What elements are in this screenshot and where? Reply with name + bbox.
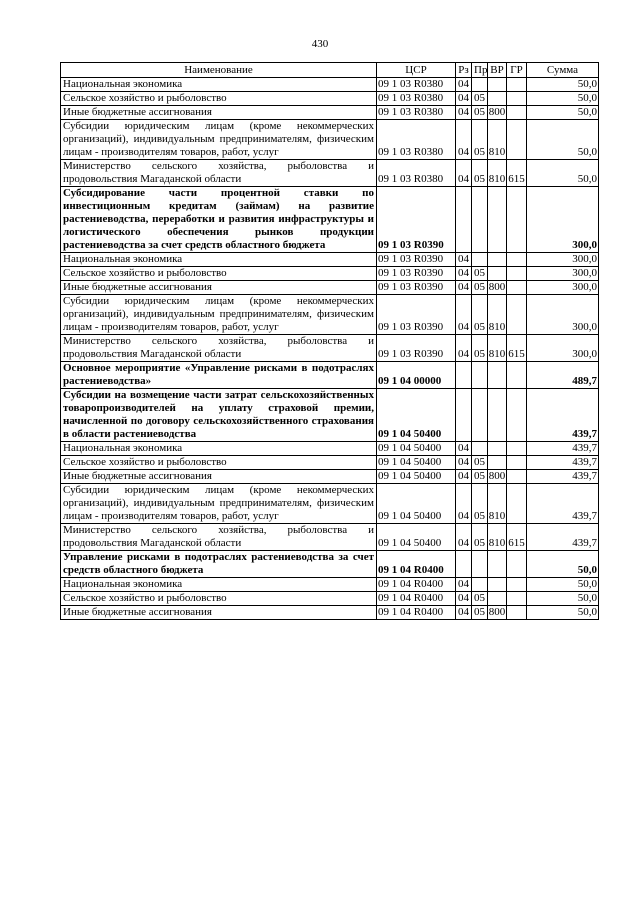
table-row xyxy=(61,592,599,606)
cell-vr: 810 xyxy=(488,335,507,362)
cell-rz: 04 xyxy=(456,578,472,592)
cell-vr: 810 xyxy=(488,484,507,524)
cell-name: Иные бюджетные ассигнования xyxy=(61,606,377,620)
cell-rz: 04 xyxy=(456,442,472,456)
cell-rz: 04 xyxy=(456,160,472,187)
column-header-sum: Сумма xyxy=(527,63,599,78)
cell-gr: 615 xyxy=(507,160,527,187)
cell-gr xyxy=(507,456,527,470)
cell-pr: 05 xyxy=(472,592,488,606)
cell-sum: 489,7 xyxy=(527,362,599,389)
cell-vr xyxy=(488,592,507,606)
table-row xyxy=(61,78,599,92)
cell-gr xyxy=(507,470,527,484)
table-row xyxy=(61,106,599,120)
cell-rz: 04 xyxy=(456,78,472,92)
cell-gr xyxy=(507,442,527,456)
cell-csr: 09 1 03 R0390 xyxy=(377,267,456,281)
cell-sum: 50,0 xyxy=(527,92,599,106)
cell-name: Управление рисками в подотраслях растениеводства за счет средств областного бюджета xyxy=(61,551,377,578)
table-row xyxy=(61,92,599,106)
cell-gr xyxy=(507,606,527,620)
table-row xyxy=(61,362,599,389)
cell-vr xyxy=(488,78,507,92)
cell-csr: 09 1 03 R0380 xyxy=(377,120,456,160)
cell-pr: 05 xyxy=(472,92,488,106)
cell-pr: 05 xyxy=(472,335,488,362)
cell-sum: 439,7 xyxy=(527,470,599,484)
cell-gr xyxy=(507,295,527,335)
cell-gr xyxy=(507,578,527,592)
cell-vr: 810 xyxy=(488,295,507,335)
table-row xyxy=(61,578,599,592)
cell-vr: 810 xyxy=(488,160,507,187)
cell-vr xyxy=(488,389,507,442)
cell-gr xyxy=(507,592,527,606)
cell-gr xyxy=(507,106,527,120)
header-row xyxy=(61,63,599,78)
cell-csr: 09 1 03 R0380 xyxy=(377,92,456,106)
cell-sum: 300,0 xyxy=(527,295,599,335)
cell-csr: 09 1 04 00000 xyxy=(377,362,456,389)
cell-rz xyxy=(456,551,472,578)
cell-sum: 50,0 xyxy=(527,78,599,92)
cell-vr: 810 xyxy=(488,524,507,551)
cell-csr: 09 1 03 R0380 xyxy=(377,106,456,120)
column-header-name: Наименование xyxy=(61,63,377,78)
cell-vr: 800 xyxy=(488,106,506,118)
cell-pr xyxy=(472,578,488,592)
table-row xyxy=(61,456,599,470)
cell-gr xyxy=(507,362,527,389)
column-header-csr: ЦСР xyxy=(377,63,456,78)
cell-vr xyxy=(488,442,507,456)
cell-csr: 09 1 04 R0400 xyxy=(377,551,456,578)
cell-csr: 09 1 04 50400 xyxy=(377,442,456,456)
page-number: 430 xyxy=(311,38,329,50)
cell-pr: 05 xyxy=(472,606,488,620)
cell-sum: 439,7 xyxy=(527,524,599,551)
cell-csr: 09 1 04 50400 xyxy=(377,456,456,470)
cell-sum: 300,0 xyxy=(527,267,599,281)
table-row xyxy=(61,551,599,578)
cell-vr xyxy=(488,187,507,253)
column-header-vr: ВР xyxy=(488,63,507,78)
cell-sum: 50,0 xyxy=(527,120,599,160)
cell-gr: 615 xyxy=(507,335,527,362)
cell-pr: 05 xyxy=(472,524,488,551)
cell-rz: 04 xyxy=(456,456,472,470)
cell-pr: 05 xyxy=(472,470,488,484)
cell-pr xyxy=(472,362,488,389)
cell-csr: 09 1 03 R0390 xyxy=(377,281,456,295)
table-row xyxy=(61,484,599,524)
cell-sum: 300,0 xyxy=(527,335,599,362)
cell-sum: 50,0 xyxy=(527,160,599,187)
cell-vr xyxy=(488,267,507,281)
cell-name: Сельское хозяйство и рыболовство xyxy=(61,456,377,470)
cell-gr xyxy=(507,551,527,578)
table-row xyxy=(61,470,599,484)
cell-gr xyxy=(507,120,527,160)
cell-gr xyxy=(507,92,527,106)
cell-csr: 09 1 04 50400 xyxy=(377,470,456,484)
cell-pr: 05 xyxy=(472,456,488,470)
cell-csr: 09 1 04 R0400 xyxy=(377,578,456,592)
budget-table xyxy=(60,62,599,620)
table-row xyxy=(61,267,599,281)
table-row xyxy=(61,160,599,187)
cell-sum: 439,7 xyxy=(527,442,599,456)
cell-name: Иные бюджетные ассигнования xyxy=(61,281,377,295)
table-row xyxy=(61,187,599,253)
table-row xyxy=(61,335,599,362)
cell-pr xyxy=(472,253,488,267)
cell-csr: 09 1 03 R0390 xyxy=(377,335,456,362)
cell-csr: 09 1 03 R0390 xyxy=(377,253,456,267)
cell-rz: 04 xyxy=(456,267,472,281)
cell-csr: 09 1 04 R0400 xyxy=(377,606,456,620)
cell-name: Субсидии юридическим лицам (кроме некоммерческих организаций), индивидуальным предпринимателям, физическим лицам - производителям товаров, работ, услуг xyxy=(61,295,377,335)
cell-pr xyxy=(472,389,488,442)
cell-name: Сельское хозяйство и рыболовство xyxy=(61,92,377,106)
cell-name: Субсидии юридическим лицам (кроме некоммерческих организаций), индивидуальным предпринимателям, физическим лицам - производителям товаров, работ, услуг xyxy=(61,120,377,160)
cell-rz: 04 xyxy=(456,470,472,484)
cell-gr xyxy=(507,78,527,92)
cell-pr: 05 xyxy=(472,281,488,295)
cell-name: Сельское хозяйство и рыболовство xyxy=(61,592,377,606)
cell-vr: 810 xyxy=(488,120,507,160)
cell-rz xyxy=(456,389,472,442)
cell-csr: 09 1 04 50400 xyxy=(377,484,456,524)
cell-pr: 05 xyxy=(472,106,488,120)
cell-sum: 300,0 xyxy=(527,281,599,295)
cell-csr: 09 1 04 50400 xyxy=(377,524,456,551)
cell-rz: 04 xyxy=(456,335,472,362)
cell-sum: 50,0 xyxy=(527,578,599,592)
cell-rz: 04 xyxy=(456,253,472,267)
column-header-gr: ГР xyxy=(507,63,527,78)
cell-pr: 05 xyxy=(472,267,488,281)
cell-rz: 04 xyxy=(456,484,472,524)
cell-sum: 439,7 xyxy=(527,389,599,442)
cell-gr xyxy=(507,281,527,295)
cell-rz: 04 xyxy=(456,592,472,606)
cell-gr xyxy=(507,484,527,524)
table-row xyxy=(61,120,599,160)
table-row xyxy=(61,295,599,335)
cell-name: Сельское хозяйство и рыболовство xyxy=(61,267,377,281)
column-header-pr: Пр xyxy=(472,63,488,78)
cell-rz: 04 xyxy=(456,295,472,335)
cell-name: Иные бюджетные ассигнования xyxy=(61,106,377,120)
cell-vr xyxy=(488,253,507,267)
cell-pr: 05 xyxy=(472,484,488,524)
cell-gr xyxy=(507,389,527,442)
cell-sum: 50,0 xyxy=(527,606,599,620)
cell-name: Министерство сельского хозяйства, рыболовства и продовольствия Магаданской области xyxy=(61,335,377,362)
cell-rz xyxy=(456,187,472,253)
cell-sum: 50,0 xyxy=(527,592,599,606)
cell-gr xyxy=(507,187,527,253)
cell-vr xyxy=(488,92,507,106)
cell-vr xyxy=(488,362,507,389)
cell-csr: 09 1 03 R0390 xyxy=(377,295,456,335)
cell-name: Министерство сельского хозяйства, рыболовства и продовольствия Магаданской области xyxy=(61,160,377,187)
cell-sum: 50,0 xyxy=(527,551,599,578)
cell-pr: 05 xyxy=(472,295,488,335)
cell-name: Иные бюджетные ассигнования xyxy=(61,470,377,484)
cell-rz: 04 xyxy=(456,120,472,160)
cell-rz: 04 xyxy=(456,106,472,120)
cell-csr: 09 1 03 R0380 xyxy=(377,160,456,187)
column-header-rz: Рз xyxy=(456,63,472,78)
cell-gr xyxy=(507,267,527,281)
cell-csr: 09 1 04 50400 xyxy=(377,389,456,442)
cell-name: Национальная экономика xyxy=(61,78,377,92)
cell-name: Основное мероприятие «Управление рисками в подотраслях растениеводства» xyxy=(61,362,377,389)
cell-csr: 09 1 03 R0390 xyxy=(377,187,456,253)
table-row xyxy=(61,606,599,620)
cell-rz: 04 xyxy=(456,524,472,551)
table-row xyxy=(61,524,599,551)
cell-sum: 300,0 xyxy=(527,187,599,253)
cell-name: Национальная экономика xyxy=(61,578,377,592)
cell-sum: 50,0 xyxy=(527,106,599,120)
cell-name: Субсидии на возмещение части затрат сельскохозяйственных товаропроизводителей на уплату страховой премии, начисленной по договору сельскохозяйственного страхования в области растениеводства xyxy=(61,389,377,442)
table-row xyxy=(61,253,599,267)
cell-pr xyxy=(472,442,488,456)
cell-name: Субсидирование части процентной ставки по инвестиционным кредитам (займам) на развитие растениеводства, переработки и развития инфраструктуры и логистического обеспечения рынков продукции растениеводства за счет средств областного бюджета xyxy=(61,187,377,253)
cell-gr: 615 xyxy=(507,524,527,551)
cell-sum: 439,7 xyxy=(527,456,599,470)
cell-rz: 04 xyxy=(456,606,472,620)
cell-rz: 04 xyxy=(456,92,472,106)
cell-name: Национальная экономика xyxy=(61,253,377,267)
table-row xyxy=(61,281,599,295)
cell-vr: 800 xyxy=(488,606,506,618)
cell-pr: 05 xyxy=(472,160,488,187)
cell-name: Субсидии юридическим лицам (кроме некоммерческих организаций), индивидуальным предпринимателям, физическим лицам - производителям товаров, работ, услуг xyxy=(61,484,377,524)
cell-pr: 05 xyxy=(472,120,488,160)
cell-name: Национальная экономика xyxy=(61,442,377,456)
cell-rz xyxy=(456,362,472,389)
table-row xyxy=(61,442,599,456)
cell-vr xyxy=(488,551,507,578)
cell-rz: 04 xyxy=(456,281,472,295)
cell-csr: 09 1 03 R0380 xyxy=(377,78,456,92)
cell-vr xyxy=(488,578,507,592)
cell-vr xyxy=(488,456,507,470)
cell-sum: 300,0 xyxy=(527,253,599,267)
cell-csr: 09 1 04 R0400 xyxy=(377,592,456,606)
cell-vr: 800 xyxy=(488,470,506,482)
cell-name: Министерство сельского хозяйства, рыболовства и продовольствия Магаданской области xyxy=(61,524,377,551)
table-row xyxy=(61,389,599,442)
cell-vr: 800 xyxy=(488,281,506,293)
table-body xyxy=(61,78,599,620)
table-header xyxy=(61,63,599,78)
cell-gr xyxy=(507,253,527,267)
cell-sum: 439,7 xyxy=(527,484,599,524)
cell-pr xyxy=(472,551,488,578)
cell-pr xyxy=(472,187,488,253)
cell-pr xyxy=(472,78,488,92)
